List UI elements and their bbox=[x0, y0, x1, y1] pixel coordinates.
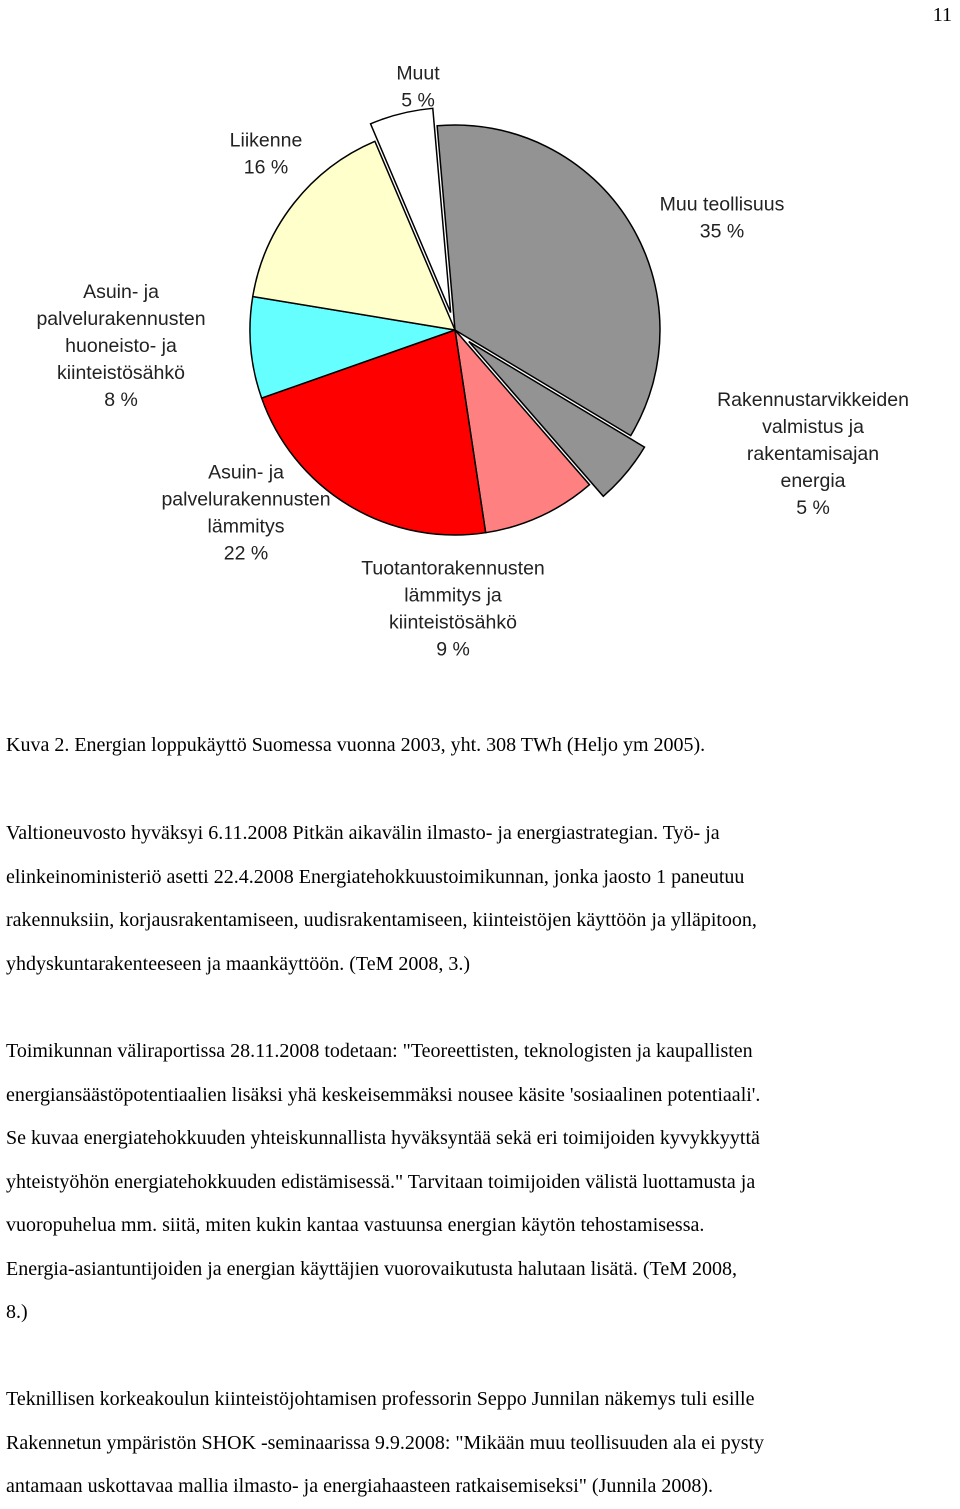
text-line: Valtioneuvosto hyväksyi 6.11.2008 Pitkän aikavälin ilmasto- ja energiastrategian. Työ- ja bbox=[6, 822, 720, 844]
pie-label-line: 5 % bbox=[401, 89, 435, 112]
text-line: Teknillisen korkeakoulun kiinteistöjohtamisen professorin Seppo Junnilan näkemys tuli esille bbox=[6, 1388, 755, 1410]
pie-label-line: kiinteistösähkö bbox=[57, 362, 185, 384]
text-line: Se kuvaa energiatehokkuuden yhteiskunnallista hyväksyntää sekä eri toimijoiden kyvykkyyttä bbox=[6, 1127, 760, 1149]
pie-label-line: lämmitys ja bbox=[404, 584, 502, 607]
pie-label-line: 9 % bbox=[436, 638, 470, 661]
pie-label-line: Muut bbox=[396, 62, 440, 85]
text-line: yhteistyöhön energiatehokkuuden edistämisessä." Tarvitaan toimijoiden välistä luottamusta ja bbox=[6, 1170, 756, 1193]
text-line: energiansäästöpotentiaalien lisäksi yhä keskeisemmäksi nousee käsite 'sosiaalinen potentiaali'. bbox=[6, 1083, 761, 1106]
pie-label-line: Tuotantorakennusten bbox=[361, 557, 545, 580]
text-line: yhdyskuntarakenteeseen ja maankäyttöön. (TeM 2008, 3.) bbox=[6, 952, 471, 975]
pie-label-line: Asuin- ja bbox=[83, 281, 159, 303]
pie-slice-label bbox=[36, 281, 205, 411]
pie-label-line: Muu teollisuus bbox=[659, 193, 785, 216]
pie-slice-label bbox=[230, 130, 303, 179]
pie-label-line: Rakennustarvikkeiden bbox=[717, 389, 909, 411]
text-line: rakennuksiin, korjausrakentamiseen, uudisrakentamiseen, kiinteistöjen käyttöön ja ylläpitoon, bbox=[6, 909, 757, 931]
pie-label-line: palvelurakennusten bbox=[36, 308, 206, 330]
paragraph-interim-report bbox=[6, 1030, 956, 1335]
pie-label-line: rakentamisajan bbox=[746, 443, 880, 465]
pie-label-line: kiinteistösähkö bbox=[389, 611, 517, 634]
text-line: Energia-asiantuntijoiden ja energian käyttäjien vuorovaikutusta halutaan lisätä. (TeM 2008, bbox=[6, 1257, 737, 1280]
pie-label-line: Asuin- ja bbox=[208, 461, 284, 484]
figure-caption: Kuva 2. Energian loppukäyttö Suomessa vuonna 2003, yht. 308 TWh (Heljo ym 2005). bbox=[6, 734, 706, 756]
pie-slice-label bbox=[161, 462, 330, 565]
pie-slice-label bbox=[660, 194, 785, 243]
text-line: Toimikunnan väliraportissa 28.11.2008 todetaan: "Teoreettisten, teknologisten ja kaupallisten bbox=[6, 1040, 753, 1062]
pie-label-line: 5 % bbox=[796, 497, 830, 519]
paragraph-junnila bbox=[6, 1378, 956, 1509]
pie-label-line: 16 % bbox=[243, 156, 289, 179]
pie-slice-label bbox=[717, 389, 909, 519]
pie-label-line: huoneisto- ja bbox=[65, 335, 177, 357]
pie-label-line: Liikenne bbox=[229, 129, 303, 152]
text-line: elinkeinoministeriö asetti 22.4.2008 Energiatehokkuustoimikunnan, jonka jaosto 1 paneutuu bbox=[6, 865, 745, 888]
pie-slice-label bbox=[396, 63, 440, 112]
pie-label-line: energia bbox=[780, 470, 846, 492]
text-line: vuoropuhelua mm. siitä, miten kukin kantaa vastuunsa energian käytön tehostamisessa. bbox=[6, 1214, 705, 1236]
pie-label-line: valmistus ja bbox=[762, 416, 864, 438]
pie-label-line: lämmitys bbox=[207, 515, 285, 538]
pie-label-line: 8 % bbox=[104, 389, 138, 411]
page-number: 11 bbox=[932, 4, 952, 26]
pie-label-line: palvelurakennusten bbox=[161, 488, 331, 511]
paragraph-strategy bbox=[6, 812, 956, 986]
text-line: 8.) bbox=[6, 1301, 28, 1323]
pie-label-line: 35 % bbox=[699, 220, 745, 243]
pie-label-line: 22 % bbox=[223, 542, 269, 565]
pie-slice-label bbox=[361, 558, 545, 661]
text-line: Rakennetun ympäristön SHOK -seminaarissa 9.9.2008: "Mikään muu teollisuuden ala ei pysty bbox=[6, 1431, 765, 1454]
pie-chart bbox=[0, 60, 960, 710]
text-line: antamaan uskottavaa mallia ilmasto- ja energiahaasteen ratkaisemiseksi" (Junnila 2008). bbox=[6, 1475, 714, 1497]
